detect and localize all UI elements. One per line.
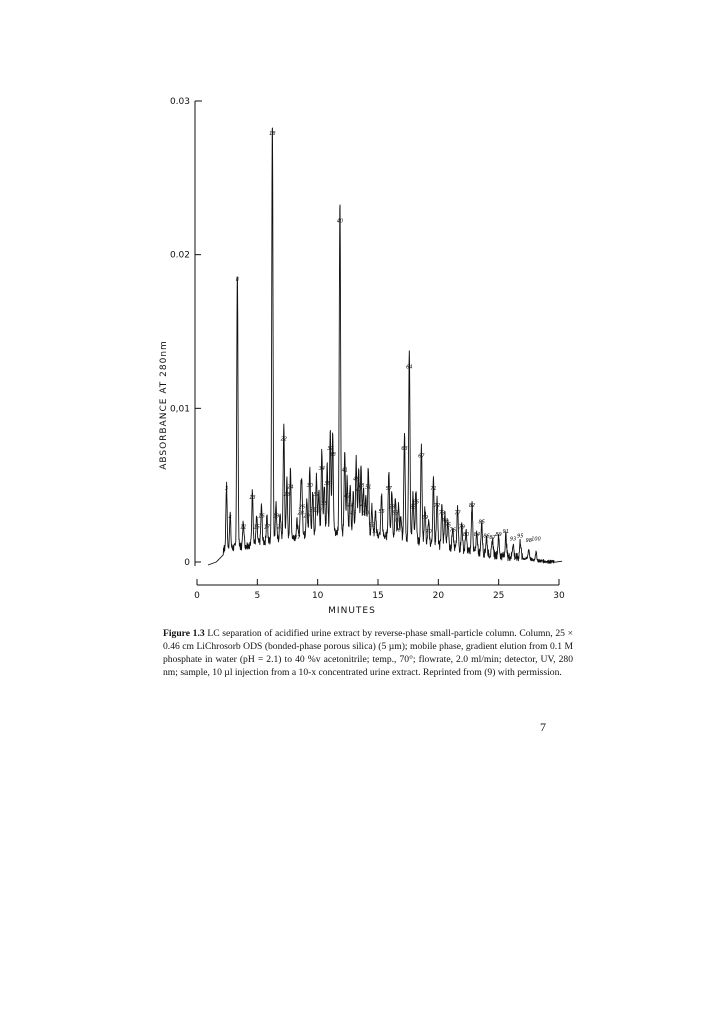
peak-label: 76	[449, 527, 456, 534]
x-tick-label: 0	[194, 591, 200, 601]
peak-label: 28	[297, 510, 304, 517]
peak-label: 69	[421, 515, 429, 522]
y-tick-label: 0	[184, 558, 190, 568]
peak-label: 50	[362, 510, 370, 517]
peak-label: 42	[343, 493, 351, 500]
peak-label: 73	[438, 510, 446, 517]
peak-label: 59	[392, 510, 399, 517]
peak-label: 87	[489, 535, 496, 542]
peak-label: 47	[355, 487, 362, 494]
peak-label: 66	[412, 499, 420, 506]
peak-label: 91	[502, 528, 510, 535]
chromatogram-line	[208, 128, 562, 565]
x-tick-label: 5	[254, 591, 261, 601]
peak-label: 24	[287, 484, 294, 491]
peak-label: 49	[360, 502, 367, 509]
peak-label: 8	[235, 276, 239, 283]
peak-label: 64	[406, 364, 413, 371]
peak-label: 82	[468, 502, 476, 509]
peak-label: 79	[458, 524, 465, 531]
peak-label: 13	[249, 495, 256, 502]
y-tick-label: 0.03	[169, 97, 190, 107]
peak-label: 84	[473, 531, 481, 538]
peak-label: 32	[313, 491, 320, 498]
peak-label: 77	[454, 510, 461, 517]
peak-label: 65	[409, 504, 417, 511]
peak-label: 19	[272, 513, 280, 520]
y-tick-label: 0.02	[169, 250, 190, 261]
peak-label: 53	[372, 528, 379, 535]
peak-label: 80	[462, 531, 470, 538]
peak-label: 26	[298, 504, 306, 511]
peak-label: 52	[368, 522, 376, 529]
peak-label: 70	[425, 528, 432, 535]
peak-label: 44	[346, 502, 354, 509]
peak-label: 41	[341, 467, 348, 474]
peak-label: 17	[263, 524, 271, 531]
y-axis-label: ABSORBANCE AT 280nm	[159, 340, 169, 470]
peak-label: 72	[433, 502, 441, 509]
peak-label: 38	[329, 452, 336, 459]
peak-label: 27	[293, 535, 301, 542]
peak-label: 46	[353, 476, 360, 483]
peak-label: 3	[224, 485, 229, 492]
x-tick-label: 15	[372, 591, 384, 601]
peak-label: 35	[321, 501, 328, 508]
peak-label: 29	[303, 513, 310, 520]
peak-label: 86	[483, 533, 490, 540]
peak-label: 11	[240, 524, 247, 531]
peak-label: 85	[478, 519, 485, 526]
peak-label: 34	[318, 465, 326, 472]
x-tick-label: 20	[432, 591, 445, 601]
x-tick-label: 30	[553, 591, 565, 601]
x-tick-label: 10	[311, 591, 324, 601]
peak-label: 20	[277, 524, 284, 531]
peak-label: 98	[525, 538, 532, 545]
peak-label: 95	[517, 533, 524, 540]
peak-label: 67	[418, 453, 425, 460]
peak-label: 89	[495, 531, 502, 538]
figure-label: Figure 1.3	[163, 628, 205, 639]
peak-label: 93	[509, 536, 517, 543]
peak-label: 30	[306, 482, 313, 489]
peak-label: 37	[327, 445, 334, 452]
peak-label: 71	[430, 485, 437, 492]
peak-label: 63	[401, 445, 408, 452]
peak-label: 16	[258, 513, 265, 520]
x-axis-label: MINUTES	[328, 606, 376, 616]
page-number: 7	[540, 720, 546, 734]
peak-label: 18	[269, 130, 276, 137]
peak-label: 61	[397, 527, 405, 534]
peak-label: 48	[357, 482, 365, 489]
peak-label: 36	[324, 481, 331, 488]
peak-label: 55	[378, 508, 385, 515]
peak-label: 58	[388, 504, 395, 511]
peak-label: 74	[441, 518, 449, 525]
caption-text: LC separation of acidified urine extract by reverse-phase small-particle column. Column, 25 × 0.46 cm LiChrosorb ODS (bonded-phase porous silica) (5 µm); mobile phase, gradient elution from 0.1 M phosphate in water (pH = 2.1) to 40 %v acetonitrile; temp., 70°; flowrate, 2.0 ml/min; detector, UV, 280 nm; sample, 10 µl injection from a 10-x concentrated urine extract. Reprinted from (9) with permission.	[163, 628, 573, 678]
chromatogram-trace	[208, 128, 562, 565]
peak-label: 40	[336, 218, 344, 225]
peak-label: 75	[444, 522, 452, 529]
peak-label: 60	[395, 518, 402, 525]
peak-label: 31	[309, 507, 316, 514]
peak-label: 45	[350, 510, 357, 517]
peak-label: 22	[280, 436, 288, 443]
peak-label: 33	[315, 507, 322, 514]
peak-label: 51	[365, 484, 372, 491]
y-tick-label: 0,01	[169, 404, 190, 415]
peak-label: 4	[228, 515, 232, 522]
peak-label: 15	[253, 524, 260, 531]
peak-label: 100	[531, 536, 541, 543]
chart-axes	[170, 97, 565, 601]
peak-label: 57	[385, 485, 392, 492]
figure-caption	[163, 627, 573, 679]
x-tick-label: 25	[492, 591, 505, 601]
peak-label: 23	[283, 491, 291, 498]
